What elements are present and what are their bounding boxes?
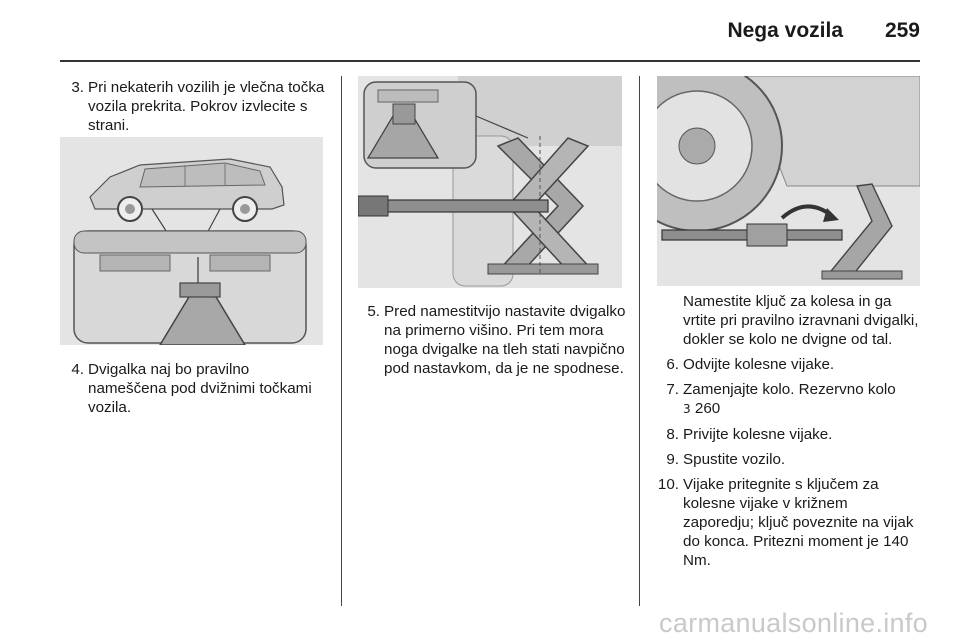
scissor-jack-illustration [358, 76, 622, 288]
jack-head-inset [364, 82, 476, 168]
step-5 [358, 302, 630, 378]
step-text: Privijte kolesne vijake. [683, 426, 833, 443]
step-text: Vijake pritegnite s ključem za kolesne vijake v križnem zaporedju; ključ poveznite na vijak do konca. Pritezni moment je 140 Nm. [683, 476, 914, 569]
step-text: Pred namestitvijo nastavite dvigalko na primerno višino. Pri tem mora noga dvigalke na tleh stati navpično pod nastavkom, da je ne spodnese. [384, 303, 626, 377]
section-title: Nega vozila [727, 19, 843, 42]
car-tow-point-illustration [60, 137, 323, 345]
page-reference-link[interactable]: 260 [694, 400, 721, 417]
step-6 [657, 355, 921, 374]
step-8 [657, 425, 921, 444]
step-7 [657, 380, 921, 419]
step-number: 3. [71, 79, 84, 96]
wheel-lift-illustration [657, 76, 920, 286]
step-5-continuation: Namestite ključ za kolesa in ga vrtite pri pravilno izravnani dvigalki, dokler se kolo ne dvigne od tal. [683, 293, 919, 348]
step-number: 6. [666, 356, 679, 373]
column-1 [62, 78, 330, 135]
step-text: Spustite vozilo. [683, 451, 786, 468]
column-divider-2 [639, 76, 640, 606]
step-number: 8. [666, 426, 679, 443]
column-2 [358, 302, 630, 378]
step-10 [649, 475, 921, 570]
column-1-lower [62, 360, 330, 417]
column-3 [657, 292, 921, 570]
step-9 [657, 450, 921, 469]
step-text: Zamenjajte kolo. Rezervno kolo [683, 381, 896, 398]
step-number: 9. [666, 451, 679, 468]
step-number: 4. [71, 361, 84, 378]
step-number: 5. [367, 303, 380, 320]
step-4 [62, 360, 330, 417]
step-text: Odvijte kolesne vijake. [683, 356, 835, 373]
page-number: 259 [884, 19, 920, 42]
header-rule [60, 60, 920, 62]
step-number: 7. [666, 381, 679, 398]
column-divider-1 [341, 76, 342, 606]
step-text: Dvigalka naj bo pravilno nameščena pod dvižnimi točkami vozila. [88, 361, 312, 416]
step-number: 10. [657, 476, 679, 493]
step-3 [62, 78, 330, 135]
page-reference-arrow-icon: 3 [683, 402, 691, 416]
tow-point-inset [74, 231, 306, 345]
step-text: Pri nekaterih vozilih je vlečna točka vozila prekrita. Pokrov izvlecite s strani. [88, 79, 325, 134]
watermark: carmanualsonline.info [659, 608, 928, 638]
